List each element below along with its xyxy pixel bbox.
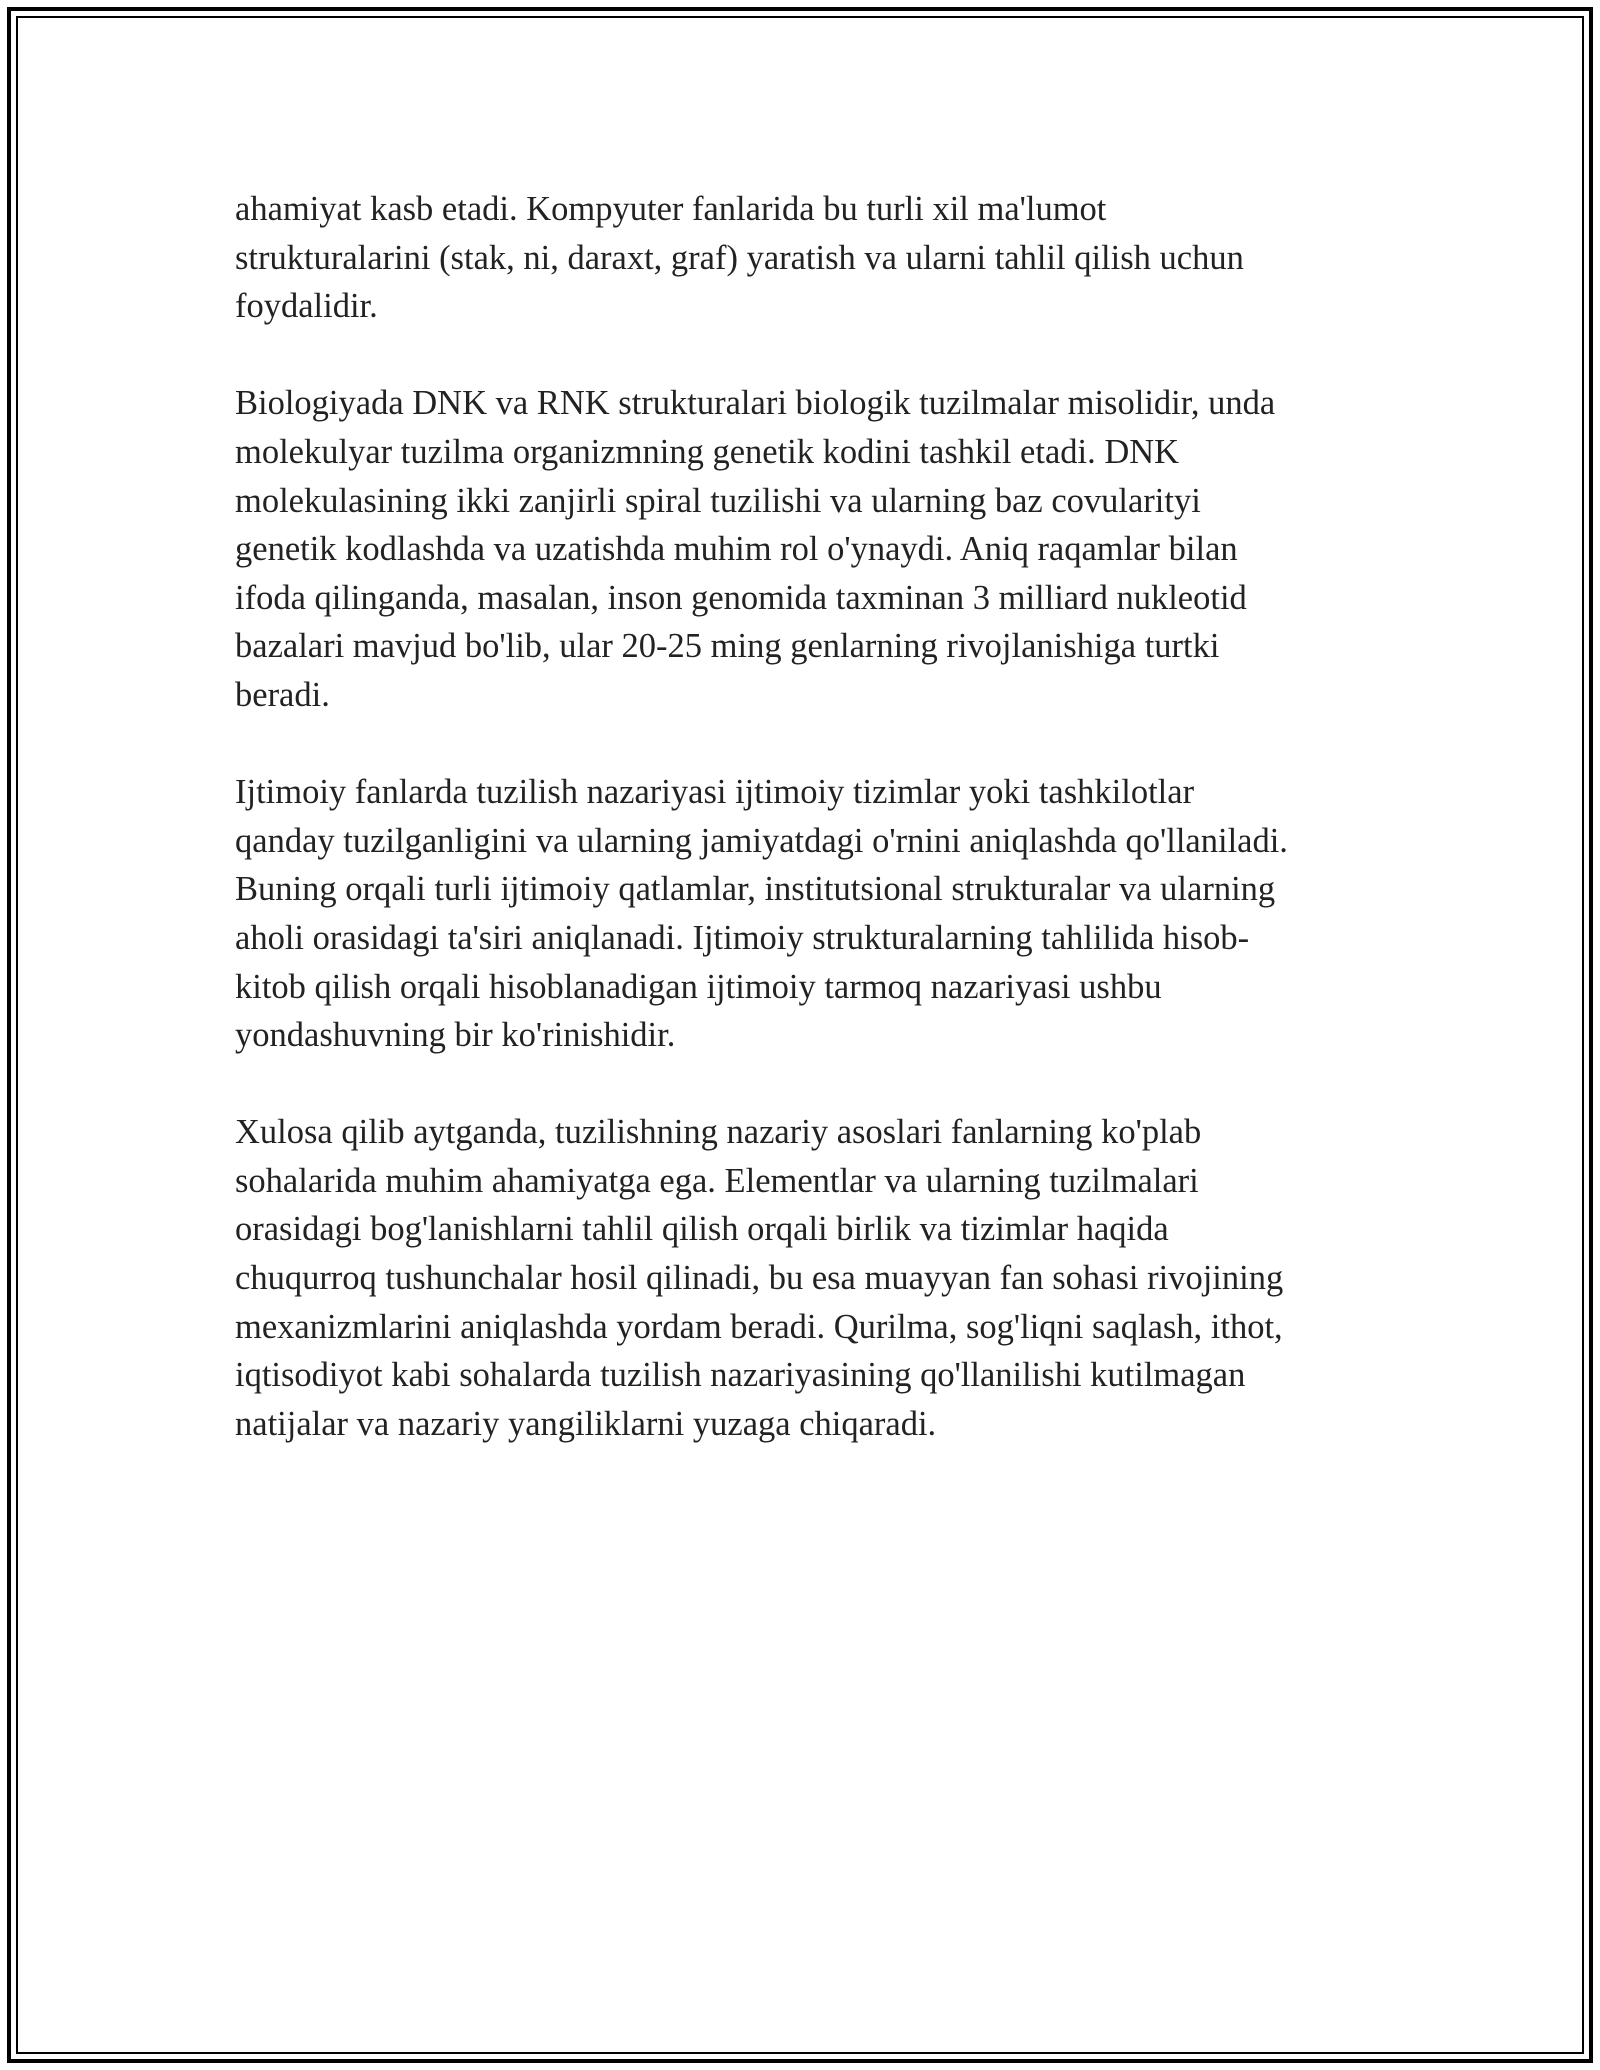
text-line: foydalidir.: [235, 287, 378, 326]
text-line: kitob qilish orqali hisoblanadigan ijtimoiy tarmoq nazariyasi ushbu: [235, 967, 1162, 1006]
text-line: natijalar va nazariy yangiliklarni yuzaga chiqaradi.: [235, 1404, 937, 1443]
paragraph-biology: [235, 379, 1365, 719]
text-line: qanday tuzilganligini va ularning jamiyatdagi o'rnini aniqlashda qo'llaniladi.: [235, 821, 1288, 860]
paragraph-social-sciences: [235, 768, 1365, 1060]
text-line: strukturalarini (stak, ni, daraxt, graf) yaratish va ularni tahlil qilish uchun: [235, 238, 1244, 277]
document-body: [235, 185, 1365, 1497]
text-line: molekulasining ikki zanjirli spiral tuzilishi va ularning baz covularityi: [235, 481, 1201, 520]
paragraph-conclusion: [235, 1108, 1365, 1448]
text-line: Buning orqali turli ijtimoiy qatlamlar, institutsional strukturalar va ularning: [235, 870, 1276, 909]
text-line: molekulyar tuzilma organizmning genetik kodini tashkil etadi. DNK: [235, 432, 1180, 471]
text-line: Biologiyada DNK va RNK strukturalari biologik tuzilmalar misolidir, unda: [235, 384, 1276, 423]
text-line: yondashuvning bir ko'rinishidir.: [235, 1016, 676, 1055]
text-line: beradi.: [235, 675, 330, 714]
text-line: Ijtimoiy fanlarda tuzilish nazariyasi ijtimoiy tizimlar yoki tashkilotlar: [235, 773, 1195, 812]
text-line: mexanizmlarini aniqlashda yordam beradi. Qurilma, sog'liqni saqlash, ithot,: [235, 1307, 1283, 1346]
text-line: sohalarida muhim ahamiyatga ega. Elementlar va ularning tuzilmalari: [235, 1161, 1199, 1200]
text-line: iqtisodiyot kabi sohalarda tuzilish nazariyasining qo'llanilishi kutilmagan: [235, 1356, 1246, 1395]
text-line: chuqurroq tushunchalar hosil qilinadi, bu esa muayyan fan sohasi rivojining: [235, 1259, 1284, 1298]
text-line: aholi orasidagi ta'siri aniqlanadi. Ijtimoiy strukturalarning tahlilida hisob-: [235, 918, 1250, 957]
text-line: ahamiyat kasb etadi. Kompyuter fanlarida bu turli xil ma'lumot: [235, 190, 1107, 228]
text-line: ifoda qilinganda, masalan, inson genomida taxminan 3 milliard nukleotid: [235, 578, 1247, 617]
paragraph-computer-science: [235, 185, 1365, 331]
text-line: bazalari mavjud bo'lib, ular 20-25 ming genlarning rivojlanishiga turtki: [235, 627, 1220, 666]
text-line: Xulosa qilib aytganda, tuzilishning nazariy asoslari fanlarning ko'plab: [235, 1113, 1202, 1152]
text-line: orasidagi bog'lanishlarni tahlil qilish orqali birlik va tizimlar haqida: [235, 1210, 1169, 1249]
text-line: genetik kodlashda va uzatishda muhim rol o'ynaydi. Aniq raqamlar bilan: [235, 530, 1238, 569]
